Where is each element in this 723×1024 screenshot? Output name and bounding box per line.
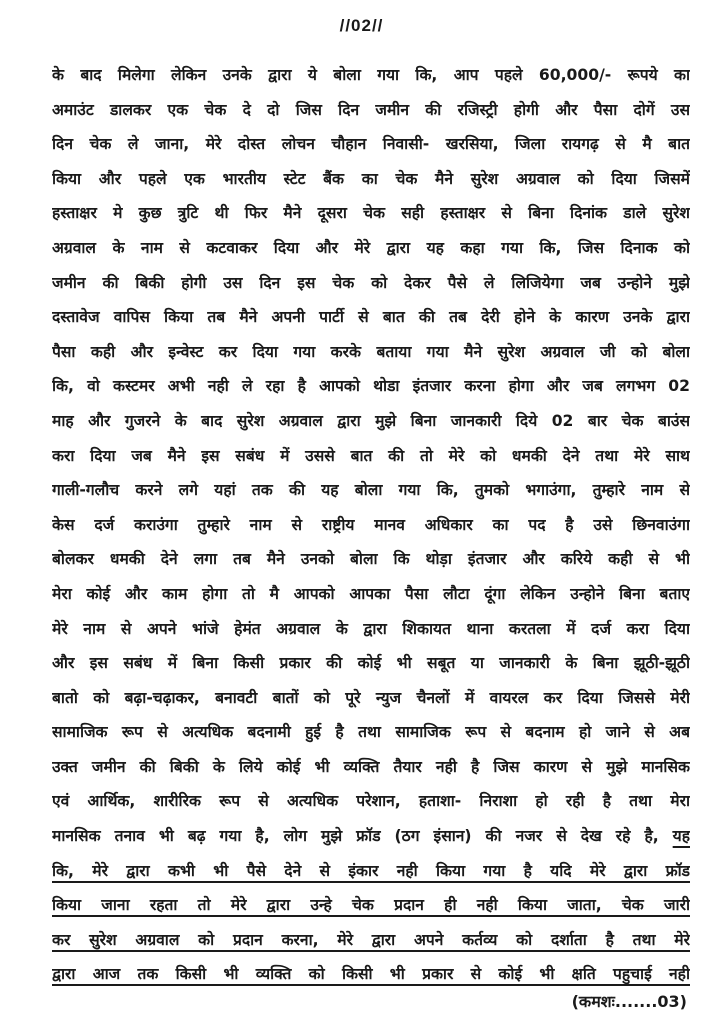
text-line: पैसा कही और इन्वेस्ट कर दिया गया करके बताया गया मैने सुरेश अग्रवाल जी को बोला: [52, 342, 690, 361]
text-line: एवं आर्थिक, शारीरिक रूप से अत्यधिक परेशान, हताशा- निराशा हो रही है तथा मेरा: [52, 792, 690, 811]
text-line: करा दिया जब मैने इस सबंध में उससे बात की तो मेरे को धमकी देने तथा मेरे साथ: [52, 446, 690, 465]
text-line: सामाजिक रूप से अत्यधिक बदनामी हुई है तथा सामाजिक रूप से बदनाम हो जाने से अब: [52, 723, 690, 742]
continuation-note: (कमशः.......03): [571, 992, 687, 1011]
text-line: के बाद मिलेगा लेकिन उनके द्वारा ये बोला गया कि, आप पहले 60,000/- रूपये का: [52, 66, 690, 84]
text-line: कि, वो कस्टमर अभी नही ले रहा है आपको थोडा इंतजार करना होगा और जब लगभग 02: [52, 377, 690, 396]
text-line: मेरा कोई और काम होगा तो मै आपको आपका पैसा लौटा दूंगा लेकिन उन्होने बिना बताए: [52, 584, 690, 603]
text-line: बोलकर धमकी देने लगा तब मैने उनको बोला कि थोड़ा इंतजार और करिये कही से भी: [52, 550, 690, 569]
underlined-line: किया जाना रहता तो मेरे द्वारा उन्हे चेक प्रदान ही नही किया जाता, चेक जारी: [52, 896, 690, 915]
text-line: किया और पहले एक भारतीय स्टेट बैंक का चेक मैने सुरेश अग्रवाल को दिया जिसमें: [52, 169, 690, 188]
text-line: गाली-गलौच करने लगे यहां तक की यह बोला गया कि, तुमको भगाउंगा, तुम्हारे नाम से: [52, 481, 690, 500]
underlined-line: द्वारा आज तक किसी भी व्यक्ति को किसी भी प्रकार से कोई भी क्षति पहुचाई नही: [52, 965, 690, 984]
text-line: दस्तावेज वापिस किया तब मैने अपनी पार्टी से बात की तब देरी होने के कारण उनके द्वारा: [52, 308, 690, 327]
text-line: माह और गुजरने के बाद सुरेश अग्रवाल द्वारा मुझे बिना जानकारी दिये 02 बार चेक बाउंस: [52, 411, 690, 430]
text-line: हस्ताक्षर मे कुछ त्रुटि थी फिर मैने दूसरा चेक सही हस्ताक्षर से बिना दिनांक डाले सुरेश: [52, 204, 690, 223]
text-line-mixed: [52, 819, 690, 854]
underlined-segment: यह: [672, 827, 690, 846]
underlined-line: कर सुरेश अग्रवाल को प्रदान करना, मेरे द्वारा अपने कर्तव्य को दर्शाता है तथा मेरे: [52, 930, 690, 949]
body-text: [52, 58, 690, 992]
page-number: //02//: [339, 16, 384, 35]
text-line: जमीन की बिकी होगी उस दिन इस चेक को देकर पैसे ले लिजियेगा जब उन्होने मुझे: [52, 273, 690, 292]
text-segment: मानसिक तनाव भी बढ़ गया है, लोग मुझे फ्रॉड (ठग इंसान) की नजर से देख रहे है,: [52, 827, 659, 846]
text-line: और इस सबंध में बिना किसी प्रकार की कोई भी सबूत या जानकारी के बिना झूठी-झूठी: [52, 654, 690, 673]
text-line: अग्रवाल के नाम से कटवाकर दिया और मेरे द्वारा यह कहा गया कि, जिस दिनाक को: [52, 238, 690, 257]
text-line: मेरे नाम से अपने भांजे हेमंत अग्रवाल के द्वारा शिकायत थाना करतला में दर्ज करा दिया: [52, 619, 690, 638]
text-line: उक्त जमीन की बिकी के लिये कोई भी व्यक्ति तैयार नही है जिस कारण से मुझे मानसिक: [52, 757, 690, 776]
text-line: दिन चेक ले जाना, मेरे दोस्त लोचन चौहान निवासी- खरसिया, जिला रायगढ़ से मै बात: [52, 135, 690, 154]
text-line: केस दर्ज कराउंगा तुम्हारे नाम से राष्ट्रीय मानव अधिकार का पद है उसे छिनवाउंगा: [52, 515, 690, 534]
underlined-line: कि, मेरे द्वारा कभी भी पैसे देने से इंकार नही किया गया है यदि मेरे द्वारा फ्रॉड: [52, 861, 690, 880]
text-line: अमाउंट डालकर एक चेक दे दो जिस दिन जमीन की रजिस्ट्री होगी और पैसा दोगें उस: [52, 100, 690, 119]
text-line: बातो को बढ़ा-चढ़ाकर, बनावटी बातों को पूरे न्युज चैनलों में वायरल कर दिया जिससे मेरी: [52, 688, 690, 707]
